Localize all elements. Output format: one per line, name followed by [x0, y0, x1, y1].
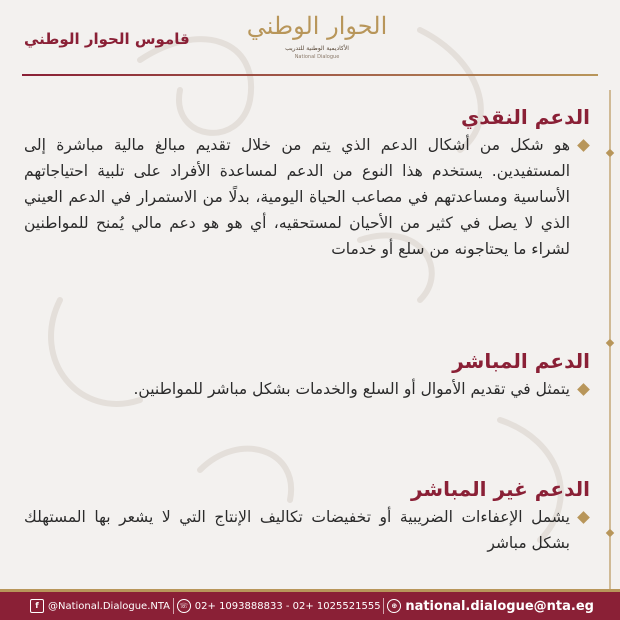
section-body: [24, 504, 590, 556]
facebook-handle: @National.Dialogue.NTA: [48, 600, 171, 612]
bullet-diamond-icon: [577, 139, 590, 152]
bullet-diamond-icon: [577, 511, 590, 524]
section-indirect-support: [24, 474, 590, 556]
section-heading: الدعم غير المباشر: [410, 477, 590, 501]
section-body: [24, 132, 590, 262]
footer-facebook[interactable]: [30, 599, 170, 613]
series-title: قاموس الحوار الوطني: [24, 30, 190, 48]
footer-phones[interactable]: [177, 599, 381, 613]
facebook-icon: f: [30, 599, 44, 613]
footer-separator: [173, 598, 174, 614]
section-cash-support: [24, 102, 590, 262]
logo-sub2-text: National Dialogue: [294, 54, 340, 60]
logo-main-text: الحوار الوطني: [246, 12, 388, 40]
logo-sub-text: الأكاديمية الوطنية للتدريب: [285, 45, 349, 52]
footer-separator: [383, 598, 384, 614]
section-heading: الدعم المباشر: [452, 349, 590, 373]
section-heading: الدعم النقدي: [460, 105, 590, 129]
email-address: national.dialogue@nta.eg: [405, 598, 594, 614]
whatsapp-icon: ☏: [177, 599, 191, 613]
footer: [0, 592, 620, 620]
national-dialogue-logo: [232, 8, 402, 72]
section-direct-support: [24, 346, 590, 402]
section-body-text: هو شكل من أشكال الدعم الذي يتم من خلال تقديم مبالغ مالية مباشرة إلى المستفيدين. يستخدم هذا النوع من الدعم لمساعدة الأفراد على تلبية احتياجاتهم الأساسية ومساعدتهم في مصاعب الحياة اليومية، بدلًا من الاستمرار في الدعم العيني الذي لا يصل في كثير من الأحيان لمستحقيه، أي هو هو دعم مالي يُمنح للمواطنين لشراء ما يحتاجونه من سلع أو خدمات: [24, 136, 570, 258]
footer-email[interactable]: [387, 599, 594, 614]
globe-icon: ⊕: [387, 599, 401, 613]
bullet-diamond-icon: [577, 383, 590, 396]
header-divider: [22, 74, 598, 76]
section-body: [24, 376, 590, 402]
section-body-text: يشمل الإعفاءات الضريبية أو تخفيضات تكاليف الإنتاج التي لا يشعر بها المستهلك بشكل مباشر: [24, 508, 570, 552]
section-body-text: يتمثل في تقديم الأموال أو السلع والخدمات بشكل مباشر للمواطنين.: [133, 380, 570, 398]
header: [0, 0, 620, 78]
side-ornament: [604, 90, 616, 590]
phone-numbers: 02+ 1093888833 - 02+ 1025521555: [194, 600, 381, 612]
